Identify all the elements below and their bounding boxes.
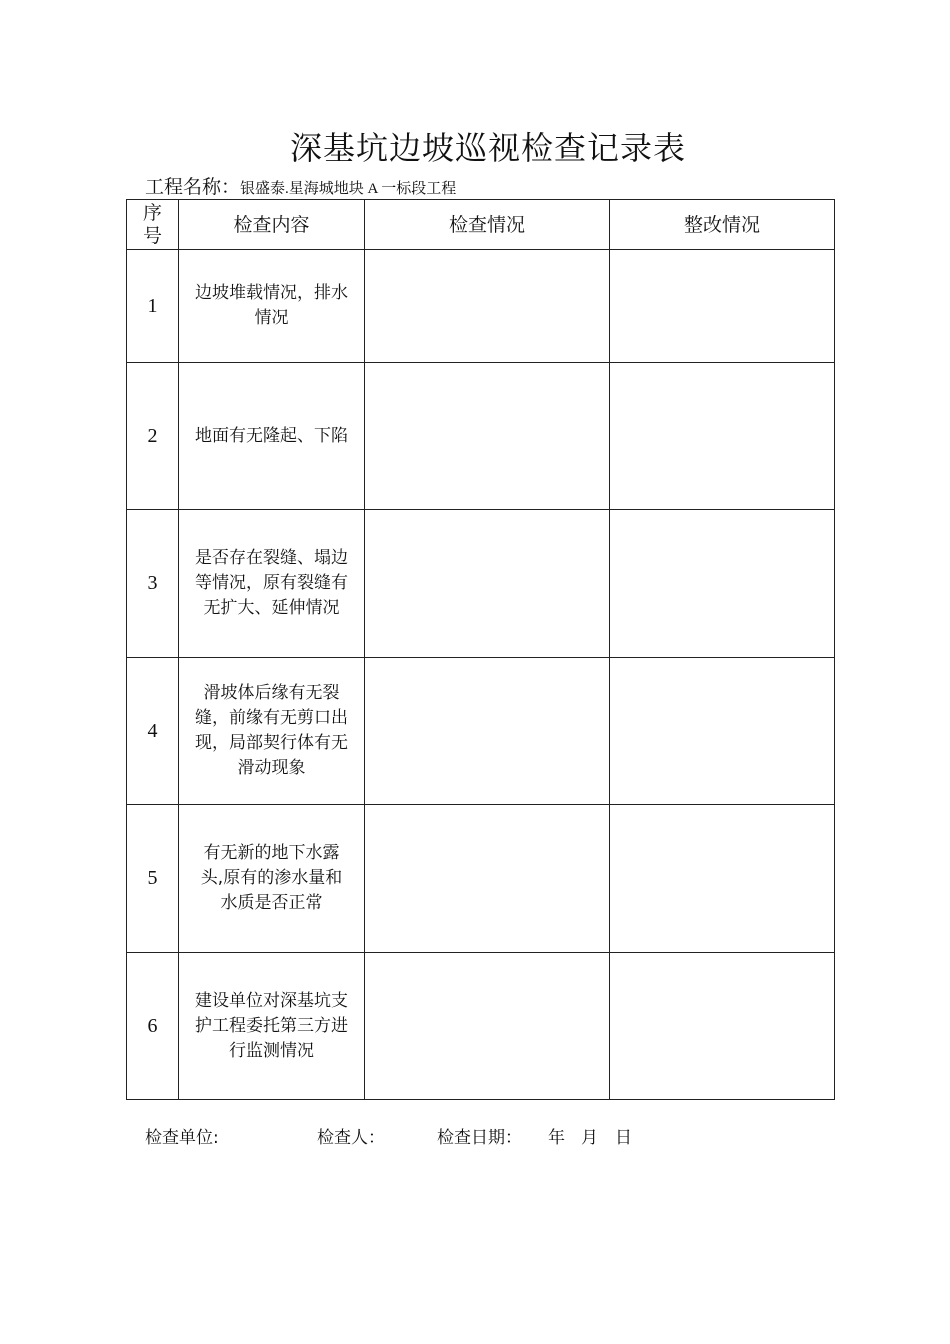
row-inspection-cell[interactable] [365,250,610,363]
date-month-label: 月 [581,1128,598,1148]
header-content: 检查内容 [179,200,365,250]
project-name-line [145,175,456,199]
row-rectification-cell[interactable] [610,953,835,1100]
table-header-row [127,200,835,250]
row-number: 1 [127,250,179,363]
row-rectification-cell[interactable] [610,510,835,658]
row-inspection-cell[interactable] [365,510,610,658]
table-row [127,250,835,363]
row-content: 有无新的地下水露头,原有的渗水量和水质是否正常 [179,805,365,953]
header-seq [127,200,179,250]
date-year-label: 年 [548,1128,565,1148]
row-inspection-cell[interactable] [365,953,610,1100]
inspection-date-label: 检查日期： [437,1128,522,1148]
row-content: 边坡堆载情况，排水情况 [179,250,365,363]
row-number: 6 [127,953,179,1100]
project-name-value: 银盛泰.星海城地块 A 一标段工程 [240,181,457,197]
table-row [127,805,835,953]
date-day-label: 日 [615,1128,632,1148]
row-inspection-cell[interactable] [365,363,610,510]
row-rectification-cell[interactable] [610,250,835,363]
header-seq-line2: 号 [142,224,162,247]
row-inspection-cell[interactable] [365,805,610,953]
row-rectification-cell[interactable] [610,363,835,510]
table-row [127,510,835,658]
row-content: 建设单位对深基坑支护工程委托第三方进行监测情况 [179,953,365,1100]
row-rectification-cell[interactable] [610,658,835,805]
project-name-label: 工程名称： [145,176,241,198]
row-content: 滑坡体后缘有无裂缝，前缘有无剪口出现，局部契行体有无滑动现象 [179,658,365,805]
header-inspection: 检查情况 [365,200,610,250]
table-row [127,953,835,1100]
row-content: 地面有无隆起、下陷 [179,363,365,510]
row-number: 5 [127,805,179,953]
row-inspection-cell[interactable] [365,658,610,805]
inspector-label: 检查人： [317,1128,385,1148]
row-number: 2 [127,363,179,510]
row-rectification-cell[interactable] [610,805,835,953]
row-number: 3 [127,510,179,658]
header-rectification: 整改情况 [610,200,835,250]
table-row [127,658,835,805]
header-seq-line1: 序 [142,201,162,224]
inspection-record-table [126,199,835,1100]
page-title: 深基坑边坡巡视检查记录表 [289,129,686,167]
row-content: 是否存在裂缝、塌边等情况，原有裂缝有无扩大、延伸情况 [179,510,365,658]
row-number: 4 [127,658,179,805]
table-row [127,363,835,510]
inspection-unit-label: 检查单位: [145,1128,219,1148]
